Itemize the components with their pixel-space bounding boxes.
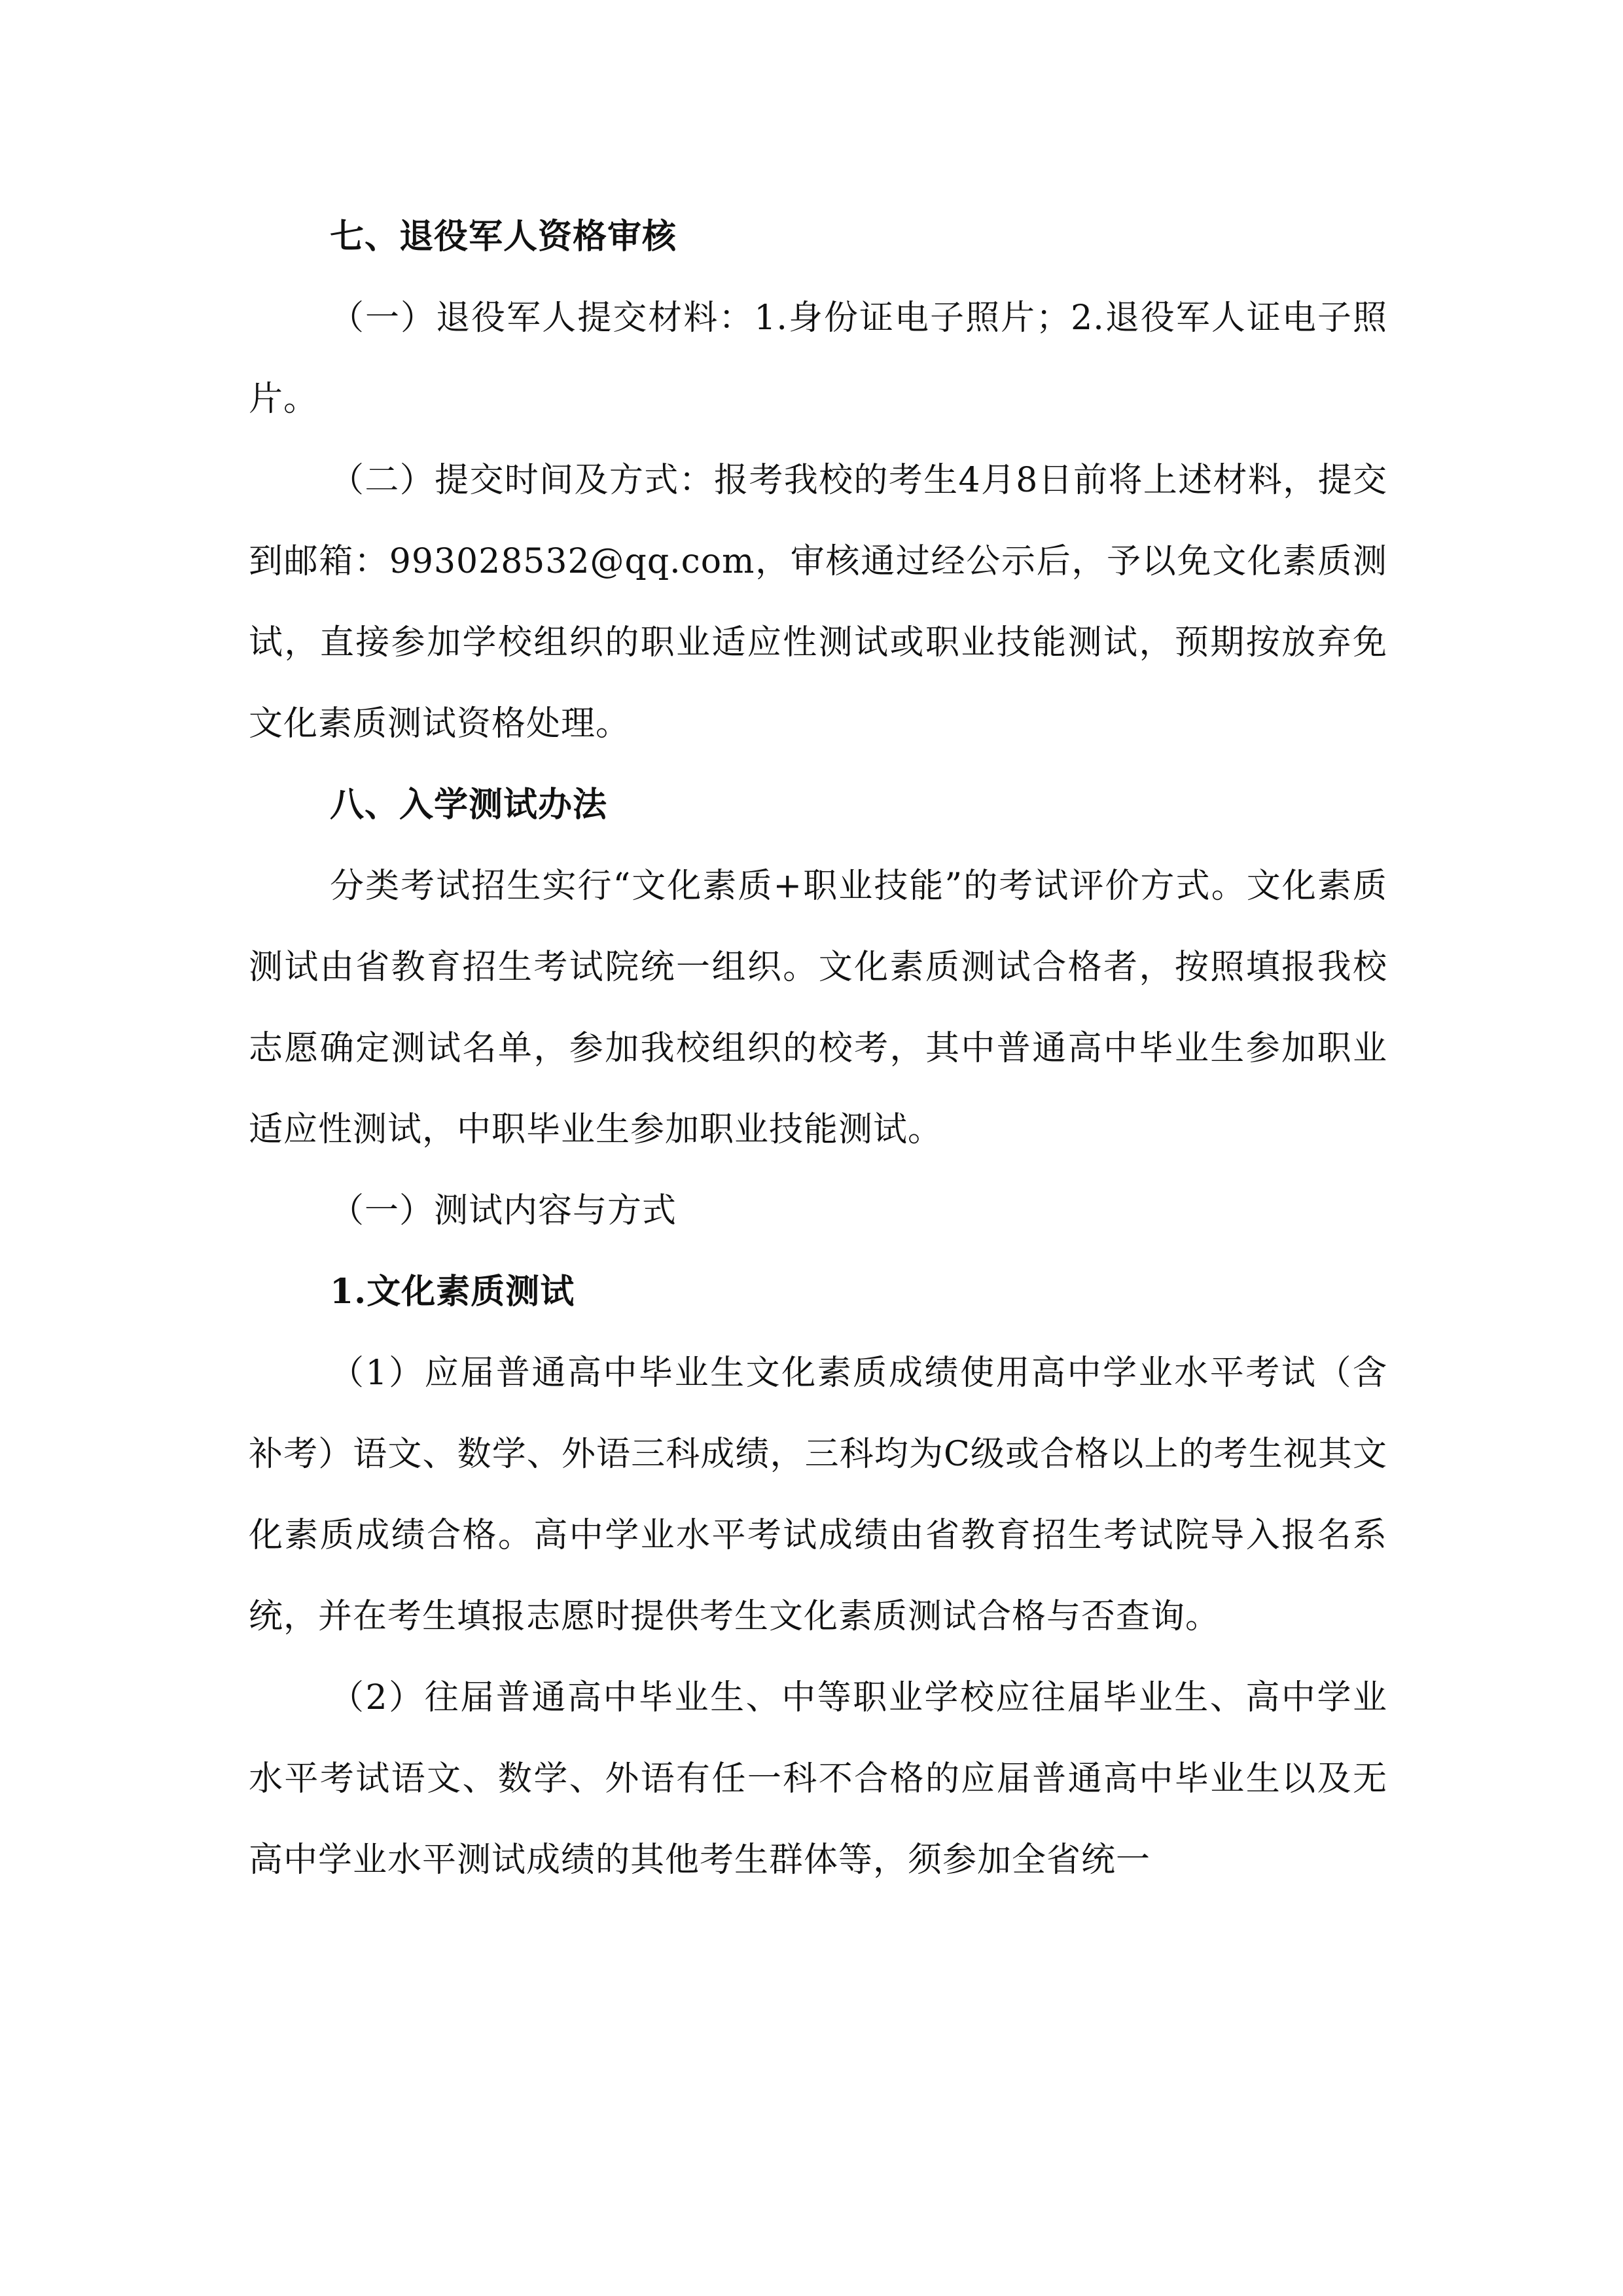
paragraph-submission: （二）提交时间及方式：报考我校的考生4月8日前将上述材料，提交到邮箱：993028532@qq.com，审核通过经公示后，予以免文化素质测试，直接参加学校组织的职业适应性测试或职业技能测试，预期按放弃免文化素质测试资格处理。 — [249, 461, 1387, 744]
item-heading-culture-test: 1.文化素质测试 — [330, 1272, 575, 1312]
section-heading-8: 八、入学测试办法 — [330, 785, 608, 825]
paragraph-exam-method: 分类考试招生实行“文化素质+职业技能”的考试评价方式。文化素质测试由省教育招生考试院统一组织。文化素质测试合格者，按照填报我校志愿确定测试名单，参加我校组织的校考，其中普通高中毕业生参加职业适应性测试，中职毕业生参加职业技能测试。 — [249, 867, 1387, 1149]
document-body — [249, 196, 1387, 1901]
subsection-heading-content: （一）测试内容与方式 — [330, 1191, 677, 1230]
paragraph-materials: （一）退役军人提交材料：1.身份证电子照片；2.退役军人证电子照片。 — [249, 298, 1387, 419]
paragraph-item-1: （1）应届普通高中毕业生文化素质成绩使用高中学业水平考试（含补考）语文、数学、外语三科成绩，三科均为C级或合格以上的考生视其文化素质成绩合格。高中学业水平考试成绩由省教育招生考试院导入报名系统，并在考生填报志愿时提供考生文化素质测试合格与否查询。 — [249, 1354, 1387, 1636]
paragraph-item-2: （2）往届普通高中毕业生、中等职业学校应往届毕业生、高中学业水平考试语文、数学、外语有任一科不合格的应届普通高中毕业生以及无高中学业水平测试成绩的其他考生群体等，须参加全省统一 — [249, 1678, 1387, 1880]
section-heading-7: 七、退役军人资格审核 — [330, 217, 677, 257]
